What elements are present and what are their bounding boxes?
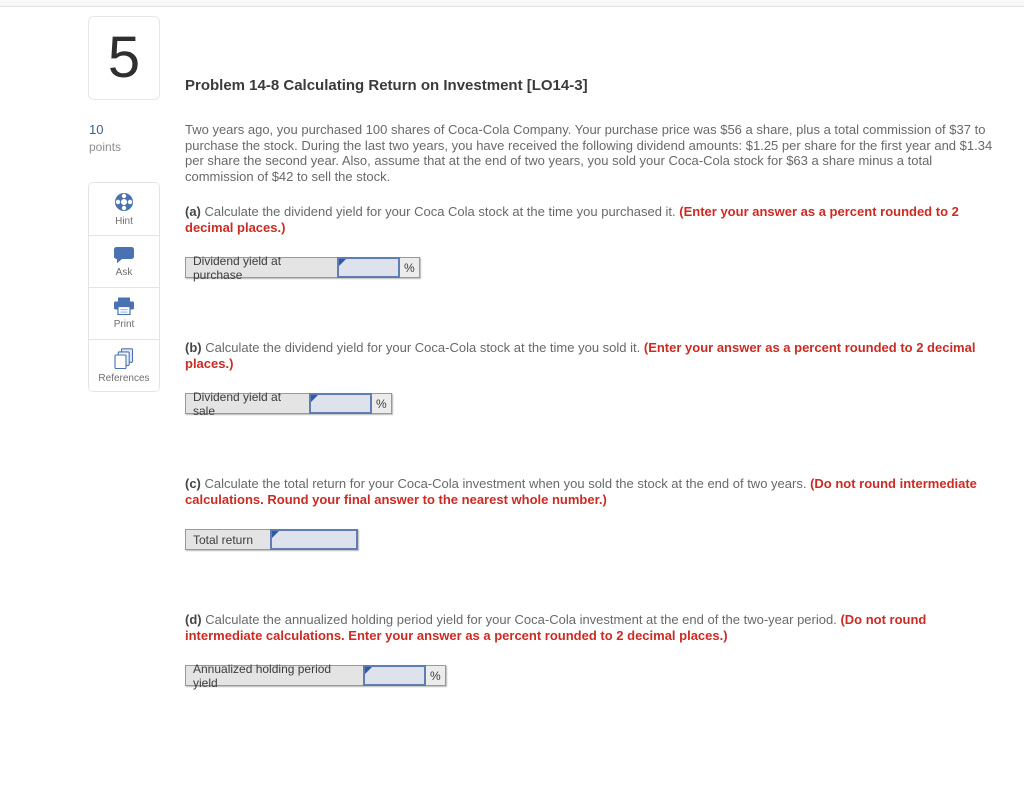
part-d-label: (d) [185, 612, 202, 627]
part-c-label: (c) [185, 476, 201, 491]
print-button[interactable] [89, 287, 159, 339]
question-number-box [88, 16, 160, 100]
top-bar [0, 0, 1024, 7]
part-b-answer-input[interactable] [311, 395, 370, 412]
points-value: 10 [89, 122, 104, 137]
problem-content [185, 77, 997, 690]
part-a-input-cell [337, 257, 400, 278]
part-b-input-cell [309, 393, 372, 414]
part-c-prompt [185, 476, 997, 507]
part-a-label: (a) [185, 204, 201, 219]
part-c-answer-input[interactable] [272, 531, 356, 548]
comment-marker-icon [365, 667, 372, 674]
part-a-instruction: (Enter your answer as a percent rounded to 2 decimal places.) [185, 204, 959, 235]
part-d-input-cell [363, 665, 426, 686]
references-label: References [98, 372, 150, 384]
part-b-prompt [185, 340, 997, 371]
comment-marker-icon [272, 531, 279, 538]
part-d-instruction: (Do not round intermediate calculations. Enter your answer as a percent rounded to 2 decimal places.) [185, 612, 927, 643]
part-b-label: (b) [185, 340, 202, 355]
part-d-prompt [185, 612, 997, 643]
problem-intro: Two years ago, you purchased 100 shares of Coca-Cola Company. Your purchase price was $56 a share, plus a total commission of $37 to purchase the stock. During the last two years, you have received the following dividend amounts: $1.25 per share for the first year and $1.34 per share the second year. Also, assume that at the end of two years, you sold your Coca-Cola stock for $63 a share minus a total commission of $42 to sell the stock. [185, 122, 993, 184]
part-b-instruction: (Enter your answer as a percent rounded to 2 decimal places.) [185, 340, 976, 371]
problem-title: Problem 14-8 Calculating Return on Investment [LO14-3] [185, 77, 588, 94]
points-label: points [89, 140, 122, 154]
print-label: Print [113, 319, 135, 330]
hint-button[interactable] [89, 183, 159, 235]
lifebuoy-icon [113, 191, 135, 213]
part-c-instruction: (Do not round intermediate calculations. Round your final answer to the nearest whole number.) [185, 476, 977, 507]
part-a-text: Calculate the dividend yield for your Coca Cola stock at the time you purchased it. [204, 204, 676, 219]
stacked-pages-icon [114, 348, 134, 370]
part-d-field-label: Annualized holding period yield [185, 665, 364, 686]
references-button[interactable] [89, 339, 159, 391]
comment-marker-icon [311, 395, 318, 402]
printer-icon [113, 297, 135, 316]
ask-button[interactable] [89, 235, 159, 287]
hint-label: Hint [115, 216, 133, 227]
part-a-prompt [185, 204, 997, 235]
part-c-field-label: Total return [185, 529, 271, 550]
part-b-text: Calculate the dividend yield for your Coca-Cola stock at the time you sold it. [205, 340, 641, 355]
part-d-text: Calculate the annualized holding period yield for your Coca-Cola investment at the end of the two-year period. [205, 612, 837, 627]
part-d-answer-input[interactable] [365, 667, 424, 684]
part-c-answer-table [185, 529, 358, 550]
tool-sidebar [88, 182, 160, 392]
part-a-answer-table [185, 253, 420, 282]
part-c-text: Calculate the total return for your Coca-Cola investment when you sold the stock at the end of two years. [204, 476, 807, 491]
part-a-field-label: Dividend yield at purchase [185, 257, 338, 278]
comment-marker-icon [339, 259, 346, 266]
part-d-percent-suffix: % [425, 665, 446, 686]
part-d-answer-table [185, 661, 446, 690]
ask-label: Ask [115, 266, 133, 278]
part-b-answer-table [185, 389, 392, 418]
part-b-percent-suffix: % [371, 393, 392, 414]
part-b-field-label: Dividend yield at sale [185, 393, 310, 414]
points-indicator [89, 122, 121, 154]
part-a-percent-suffix: % [399, 257, 420, 278]
part-a-answer-input[interactable] [339, 259, 398, 276]
question-number: 5 [107, 25, 141, 90]
part-c-input-cell [270, 529, 358, 550]
speech-bubble-icon [113, 246, 135, 264]
